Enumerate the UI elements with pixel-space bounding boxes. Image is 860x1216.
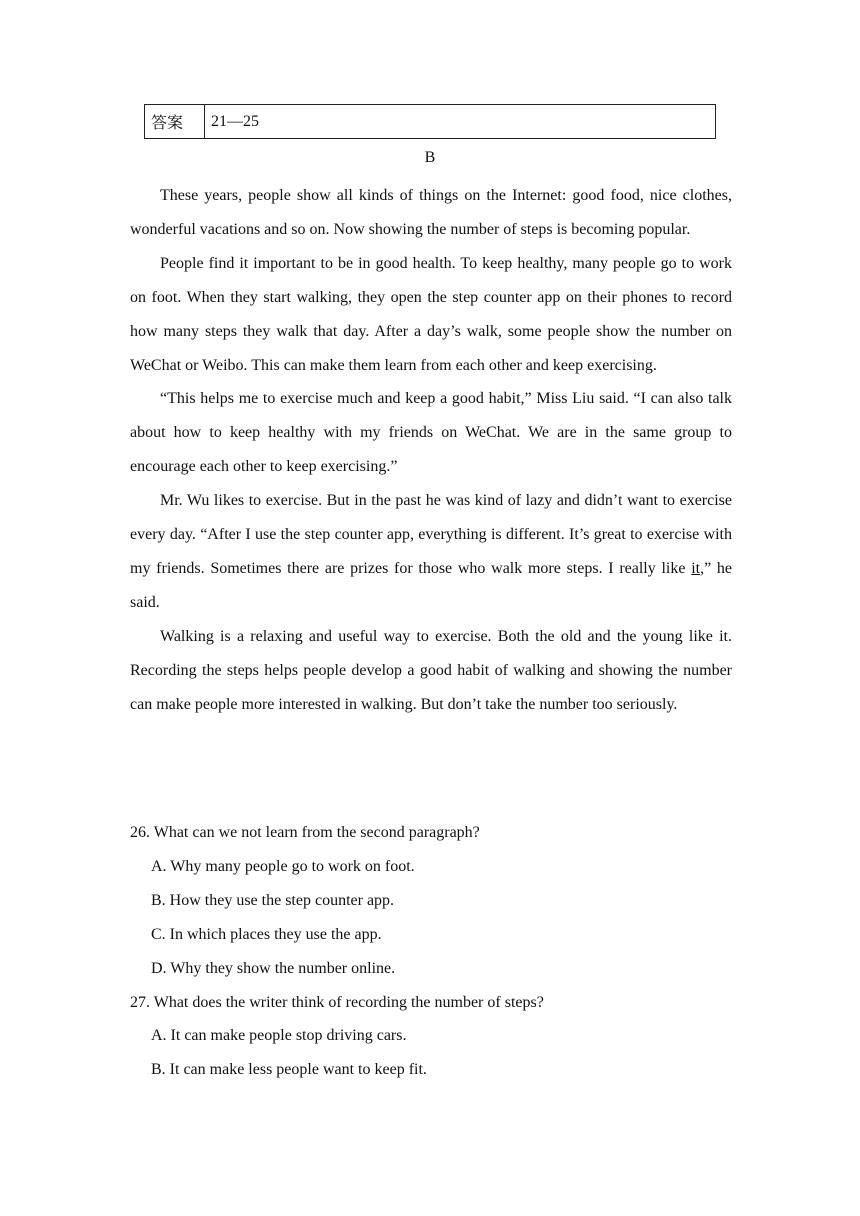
question-27-stem: 27. What does the writer think of recording the number of steps?: [130, 993, 544, 1011]
answer-table-row: [145, 105, 716, 139]
question-26-option-a: A. Why many people go to work on foot.: [151, 857, 415, 875]
question-27: [130, 986, 732, 1088]
answer-table: [144, 104, 716, 139]
reading-passage: [130, 179, 732, 722]
passage-paragraph-4: [130, 484, 732, 620]
answer-value-cell: 21—25: [205, 105, 716, 139]
question-27-option-b: B. It can make less people want to keep fit.: [151, 1061, 427, 1079]
question-26-option-d: D. Why they show the number online.: [151, 959, 396, 977]
question-26-option-b: B. How they use the step counter app.: [151, 891, 395, 909]
question-list: [130, 816, 732, 1087]
section-heading: B: [424, 149, 436, 166]
answer-label-cell: 答案: [145, 105, 205, 139]
question-27-option-a: A. It can make people stop driving cars.: [151, 1027, 407, 1045]
passage-paragraph-1: These years, people show all kinds of things on the Internet: good food, nice clothes, wonderful vacations and so on. Now showing the number of steps is becoming popular.: [130, 187, 732, 238]
question-26-stem: 26. What can we not learn from the second paragraph?: [130, 824, 480, 841]
passage-paragraph-2: People find it important to be in good health. To keep healthy, many people go to work on foot. When they start walking, they open the step counter app on their phones to record how many steps they walk that day. After a day’s walk, some people show the number on WeChat or Weibo. This can make them learn from each other and keep exercising.: [130, 254, 732, 374]
passage-paragraph-3: “This helps me to exercise much and keep a good habit,” Miss Liu said. “I can also talk about how to keep healthy with my friends on WeChat. We are in the same group to encourage each other to keep exercising.”: [130, 390, 732, 476]
underlined-word: it: [691, 559, 701, 577]
question-26: [130, 816, 732, 986]
question-26-option-c: C. In which places they use the app.: [151, 925, 382, 943]
paragraph-4-text-before: Mr. Wu likes to exercise. But in the past he was kind of lazy and didn’t want to exercise every day. “After I use the step counter app, everything is different. It’s great to exercise with my friends. Sometimes there are prizes for those who walk more steps. I really like: [130, 492, 732, 577]
paragraph-4-text-after: ,” he said.: [130, 559, 732, 611]
passage-paragraph-5: Walking is a relaxing and useful way to exercise. Both the old and the young like it. Recording the steps helps people develop a good habit of walking and showing the number can make people more interested in walking. But don’t take the number too seriously.: [130, 627, 732, 713]
